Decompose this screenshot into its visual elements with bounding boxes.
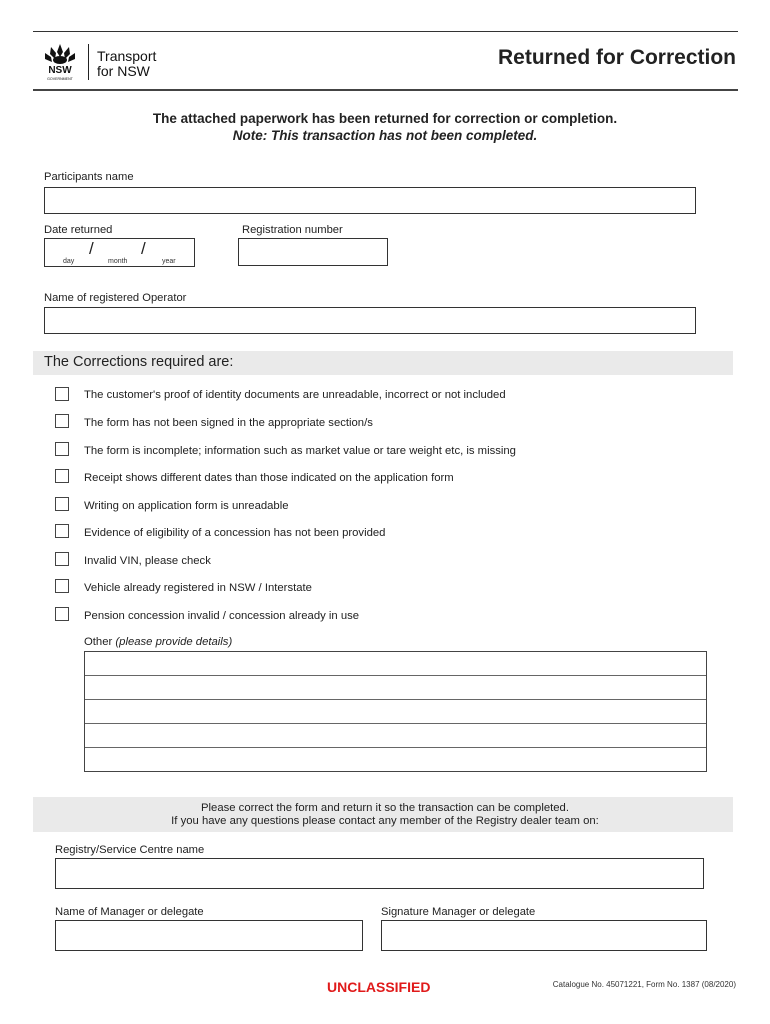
- option-invalid-vin: Invalid VIN, please check: [84, 555, 211, 567]
- notice-line-2: If you have any questions please contact any member of the Registry dealer team on:: [171, 815, 599, 827]
- date-returned-field[interactable]: [44, 238, 195, 267]
- other-details-line-1[interactable]: [85, 652, 706, 676]
- signature-label: Signature Manager or delegate: [381, 906, 536, 918]
- manager-name-label: Name of Manager or delegate: [55, 906, 204, 918]
- other-details-line-5[interactable]: [85, 748, 706, 772]
- other-details-line-3[interactable]: [85, 700, 706, 724]
- participants-name-field[interactable]: [44, 187, 696, 214]
- checkbox-receipt-dates[interactable]: [55, 469, 69, 483]
- header-rule: [33, 89, 738, 91]
- nsw-waratah-logo: [40, 42, 80, 82]
- other-details-table: [84, 651, 707, 772]
- logo-subtext: GOVERNMENT: [47, 77, 73, 81]
- brand-name: [97, 49, 156, 79]
- classification-label: UNCLASSIFIED: [327, 979, 431, 995]
- date-returned-label: Date returned: [44, 224, 113, 236]
- date-day-hint: day: [63, 258, 75, 265]
- option-already-registered: Vehicle already registered in NSW / Interstate: [84, 582, 312, 594]
- intro-note: Note: This transaction has not been completed.: [232, 128, 538, 143]
- checkbox-already-registered[interactable]: [55, 579, 69, 593]
- option-pension-concession: Pension concession invalid / concession already in use: [84, 610, 360, 622]
- date-slash-2: /: [141, 239, 146, 258]
- checkbox-not-signed[interactable]: [55, 414, 69, 428]
- option-concession-evidence: Evidence of eligibility of a concession has not been provided: [84, 527, 386, 539]
- option-receipt-dates: Receipt shows different dates than those indicated on the application form: [84, 472, 454, 484]
- corrections-band: [33, 351, 733, 375]
- brand-line-1: Transport: [97, 48, 157, 64]
- participants-name-label: Participants name: [44, 171, 134, 183]
- option-identity-docs: The customer's proof of identity documents are unreadable, incorrect or not included: [84, 389, 506, 401]
- other-details-line-4[interactable]: [85, 724, 706, 748]
- option-not-signed: The form has not been signed in the appropriate section/s: [84, 417, 373, 429]
- checkbox-incomplete[interactable]: [55, 442, 69, 456]
- registration-number-field[interactable]: [238, 238, 388, 266]
- form-title: Returned for Correction: [497, 46, 736, 69]
- registration-number-label: Registration number: [242, 224, 343, 236]
- logo-divider: [88, 44, 89, 80]
- catalogue-number: Catalogue No. 45071221, Form No. 1387 (08/2020): [552, 980, 736, 989]
- signature-field[interactable]: [381, 920, 707, 951]
- notice-line-1: Please correct the form and return it so the transaction can be completed.: [201, 802, 569, 814]
- checkbox-concession-evidence[interactable]: [55, 524, 69, 538]
- option-unreadable: Writing on application form is unreadable: [84, 500, 289, 512]
- checkbox-pension-concession[interactable]: [55, 607, 69, 621]
- other-hint: (please provide details): [115, 636, 233, 648]
- option-incomplete: The form is incomplete; information such as market value or tare weight etc, is missing: [84, 445, 516, 457]
- operator-name-field[interactable]: [44, 307, 696, 334]
- checkbox-identity-docs[interactable]: [55, 387, 69, 401]
- corrections-heading: The Corrections required are:: [44, 354, 234, 370]
- date-slash-1: /: [89, 239, 94, 258]
- operator-label: Name of registered Operator: [44, 292, 187, 304]
- other-details-line-2[interactable]: [85, 676, 706, 700]
- registry-name-label: Registry/Service Centre name: [55, 844, 205, 856]
- other-label: [84, 636, 232, 648]
- checkbox-invalid-vin[interactable]: [55, 552, 69, 566]
- manager-name-field[interactable]: [55, 920, 363, 951]
- checkbox-unreadable[interactable]: [55, 497, 69, 511]
- top-rule: [33, 31, 738, 32]
- registry-name-field[interactable]: [55, 858, 704, 889]
- date-month-hint: month: [108, 258, 128, 265]
- date-year-hint: year: [162, 258, 176, 265]
- intro-line-1: The attached paperwork has been returned for correction or completion.: [152, 111, 618, 126]
- other-label-text: Other: [84, 636, 113, 648]
- brand-line-2: for NSW: [97, 63, 150, 79]
- logo-text: NSW: [48, 65, 72, 76]
